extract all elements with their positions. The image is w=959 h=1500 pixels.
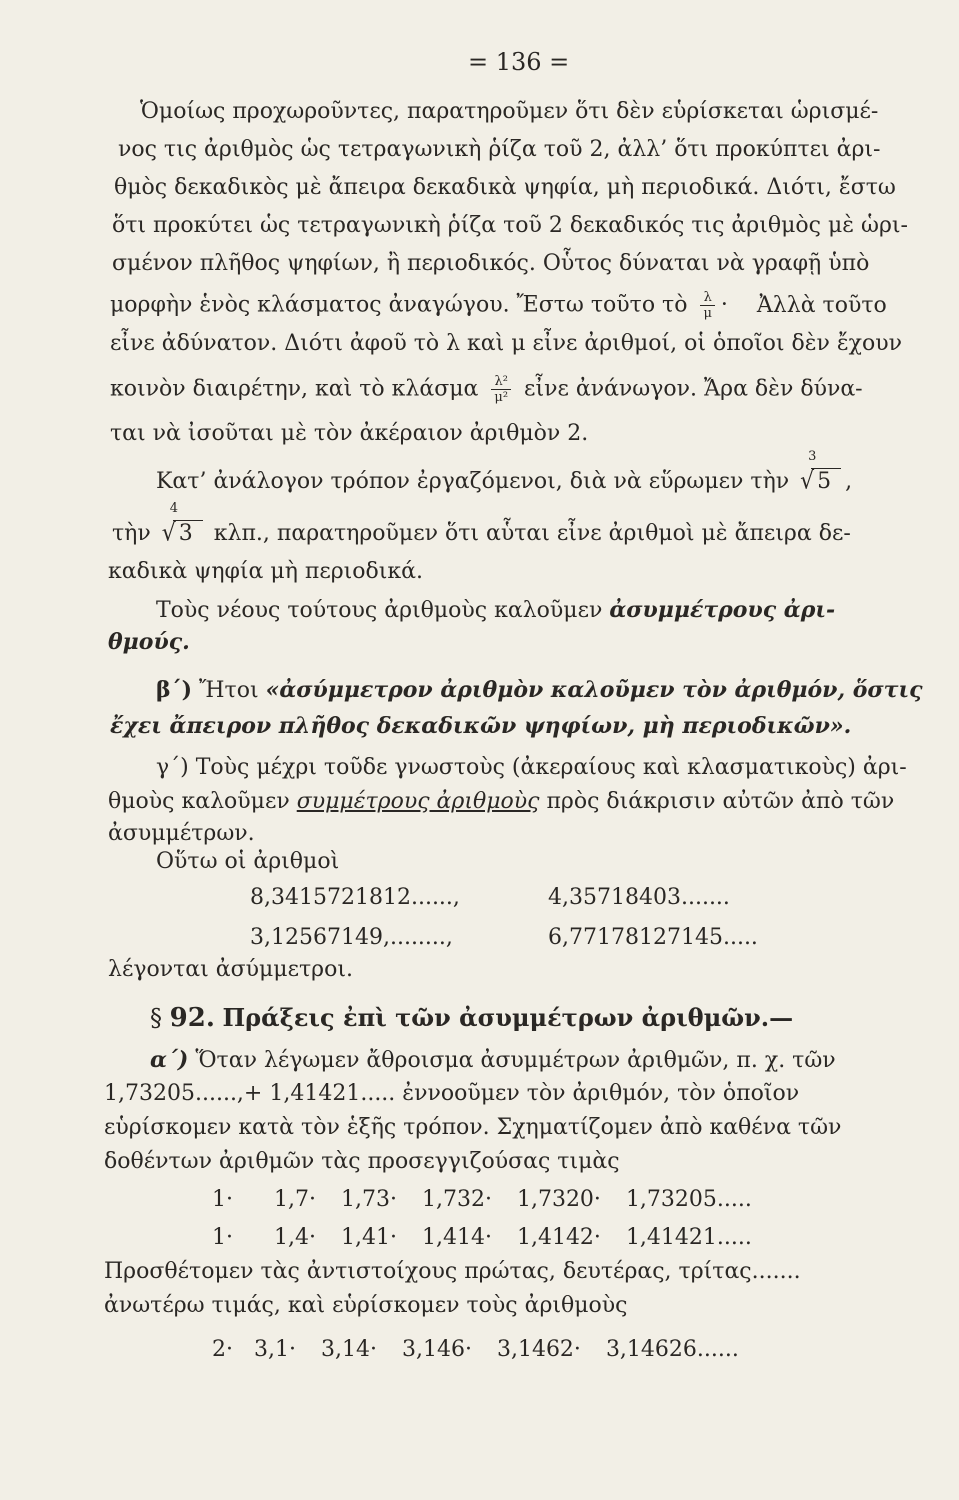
text-line: καδικὰ ψηφία μὴ περιοδικά. xyxy=(108,559,423,584)
text-line xyxy=(108,788,894,816)
text-line xyxy=(156,596,835,625)
text-line: νος τις ἀριθμὸς ὡς τετραγωνικὴ ῥίζα τοῦ 2, ἀλλ’ ὅτι προκύπτει ἀρι- xyxy=(118,137,881,162)
radicand: 3 xyxy=(173,520,203,546)
text-segment: μορφὴν ἑνὸς κλάσματος ἀναγώγου. Ἔστω τοῦτο τὸ xyxy=(110,292,688,318)
example-number: 8,3415721812......, xyxy=(250,885,460,910)
text-line: εἶνε ἀδύνατον. Διότι ἀφοῦ τὸ λ καὶ μ εἶνε ἀριθμοί, οἱ ὁποῖοι δὲν ἔχουν xyxy=(110,331,903,356)
example-number: 6,77178127145..... xyxy=(548,925,758,950)
fourth-root-3 xyxy=(161,501,203,548)
cube-root-5 xyxy=(800,449,841,496)
term-continuation: θμούς. xyxy=(108,629,190,655)
approx-value: 1,4· xyxy=(274,1225,316,1250)
text-segment: Ὅταν λέγωμεν ἄθροισμα ἀσυμμέτρων ἀριθμῶν, π. χ. τῶν xyxy=(195,1048,836,1073)
fraction-denominator: μ² xyxy=(494,390,509,405)
text-segment: Κατ’ ἀνάλογον τρόπον ἐργαζόμενοι, διὰ νὰ εὕρωμεν τὴν xyxy=(156,469,790,494)
list-marker: α΄) xyxy=(150,1047,189,1073)
text-segment: πρὸς διάκρισιν αὐτῶν ἀπὸ τῶν xyxy=(546,789,895,814)
approx-row-2 xyxy=(212,1224,752,1252)
sum-value: 2· xyxy=(212,1337,233,1362)
text-line: Οὕτω οἱ ἀριθμοὶ xyxy=(156,849,340,874)
text-line-with-fraction xyxy=(110,374,863,405)
text-segment: Τοὺς μέχρι τοῦδε γνωστοὺς (ἀκεραίους καὶ κλασματικοὺς) ἀρι- xyxy=(195,755,907,780)
fraction-numerator: λ² xyxy=(491,374,511,390)
text-line: σμένον πλῆθος ψηφίων, ἢ περιοδικός. Οὗτος δύναται νὰ γραφῇ ὑπὸ xyxy=(112,251,870,276)
text-line: λέγονται ἀσύμμετροι. xyxy=(108,957,353,982)
text-line-with-root: Κατ’ ἀνάλογον τρόπον ἐργαζόμενοι, διὰ νὰ εὕρωμεν τὴν 3 √ 5 , xyxy=(156,468,852,496)
fraction-lambda-mu xyxy=(700,290,714,321)
example-number: 3,12567149,........, xyxy=(250,925,453,950)
sum-value: 3,14626...... xyxy=(605,1337,739,1362)
text-line: δοθέντων ἀριθμῶν τὰς προσεγγιζούσας τιμὰς xyxy=(104,1149,620,1174)
text-segment: Ἀλλὰ τοῦτο xyxy=(756,292,887,318)
radical-sign: √ xyxy=(800,467,815,496)
radical-sign: √ xyxy=(161,519,176,548)
text-line: ὅτι προκύτει ὡς τετραγωνικὴ ῥίζα τοῦ 2 δεκαδικός τις ἀριθμὸς μὲ ὡρι- xyxy=(112,213,908,238)
text-line: ἀνωτέρω τιμάς, καὶ εὑρίσκομεν τοὺς ἀριθμοὺς xyxy=(104,1293,628,1318)
text-line: 1,73205......,+ 1,41421..... ἐννοοῦμεν τὸν ἀριθμόν, τὸν ὁποῖον xyxy=(104,1081,800,1106)
text-line: εὑρίσκομεν κατὰ τὸν ἑξῆς τρόπον. Σχηματίζομεν ἀπὸ καθένα τῶν xyxy=(104,1115,842,1140)
text-segment: κοινὸν διαιρέτην, καὶ τὸ κλάσμα xyxy=(110,376,479,402)
example-number: 4,35718403....... xyxy=(548,885,730,910)
radicand: 5 xyxy=(811,468,841,494)
section-number: 92. xyxy=(169,1003,215,1033)
approx-value: 1,7· xyxy=(274,1187,316,1212)
approx-row-1 xyxy=(212,1186,752,1214)
sum-value: 3,1462· xyxy=(496,1337,581,1362)
list-marker: β΄) xyxy=(156,677,193,703)
text-line: ἀσυμμέτρων. xyxy=(108,821,255,846)
text-segment: τὴν xyxy=(112,521,151,546)
section-title: Πράξεις ἐπὶ τῶν ἀσυμμέτρων ἀριθμῶν.— xyxy=(222,1003,794,1032)
fraction-numerator: λ xyxy=(700,290,714,306)
text-segment: εἶνε ἀνάνωγον. Ἄρα δὲν δύνα- xyxy=(524,376,863,402)
text-line: ται νὰ ἰσοῦται μὲ τὸν ἀκέραιον ἀριθμὸν 2. xyxy=(110,421,589,446)
root-index: 4 xyxy=(169,501,179,516)
approx-value: 1,73205..... xyxy=(625,1187,752,1212)
text-line-with-fraction: μορφὴν ἑνὸς κλάσματος ἀναγώγου. Ἔστω τοῦτο τὸ $\frac{\lambda}{\mu}$ · Ἀλλὰ τοῦτο xyxy=(110,290,887,321)
text-segment: Ἤτοι xyxy=(199,678,259,703)
section-sign: § xyxy=(150,1004,162,1032)
text-line: Προσθέτομεν τὰς ἀντιστοίχους πρώτας, δευτέρας, τρίτας....... xyxy=(104,1259,801,1284)
approx-value: 1,4142· xyxy=(516,1225,601,1250)
page-number: = 136 = xyxy=(468,48,570,76)
text-line xyxy=(150,1046,836,1075)
text-segment: Τοὺς νέους τούτους ἀριθμοὺς καλοῦμεν xyxy=(156,598,603,623)
fraction-denominator: μ xyxy=(703,306,712,321)
sum-value: 3,146· xyxy=(401,1337,472,1362)
approx-value: 1,73· xyxy=(340,1187,397,1212)
sum-value: 3,1· xyxy=(254,1337,296,1362)
section-heading xyxy=(150,1004,793,1032)
approx-value: 1,732· xyxy=(421,1187,492,1212)
definition-text: «ἀσύμμετρον ἀριθμὸν καλοῦμεν τὸν ἀριθμόν, ὅστις xyxy=(265,677,923,703)
fraction-lambda2-mu2 xyxy=(491,374,511,405)
text-line-with-root xyxy=(112,501,851,548)
approx-value: 1,41· xyxy=(340,1225,397,1250)
term-asymmetrous: ἀσυμμέτρους ἀρι- xyxy=(609,597,836,623)
term-symmetrous: συμμέτρους ἀριθμοὺς xyxy=(296,789,540,814)
text-line: Ὁμοίως προχωροῦντες, παρατηροῦμεν ὅτι δὲν εὑρίσκεται ὡρισμέ- xyxy=(140,99,879,124)
definition-text: ἔχει ἄπειρον πλῆθος δεκαδικῶν ψηφίων, μὴ περιοδικῶν». xyxy=(110,713,852,739)
text-segment: κλπ., παρατηροῦμεν ὅτι αὗται εἶνε ἀριθμοὶ μὲ ἄπειρα δε- xyxy=(213,521,851,546)
definition-c xyxy=(156,754,907,782)
approx-value: 1,41421..... xyxy=(625,1225,752,1250)
text-line: θμὸς δεκαδικὸς μὲ ἄπειρα δεκαδικὰ ψηφία, μὴ περιοδικά. Διότι, ἔστω xyxy=(114,175,896,200)
approx-value: 1· xyxy=(212,1225,233,1250)
text-segment: θμοὺς καλοῦμεν xyxy=(108,789,290,814)
approx-value: 1· xyxy=(212,1187,233,1212)
definition-b xyxy=(156,676,923,705)
list-marker: γ΄) xyxy=(156,755,189,780)
approx-sums-row xyxy=(212,1336,739,1364)
root-index: 3 xyxy=(808,449,817,464)
approx-value: 1,414· xyxy=(421,1225,492,1250)
approx-value: 1,7320· xyxy=(516,1187,601,1212)
sum-value: 3,14· xyxy=(320,1337,377,1362)
